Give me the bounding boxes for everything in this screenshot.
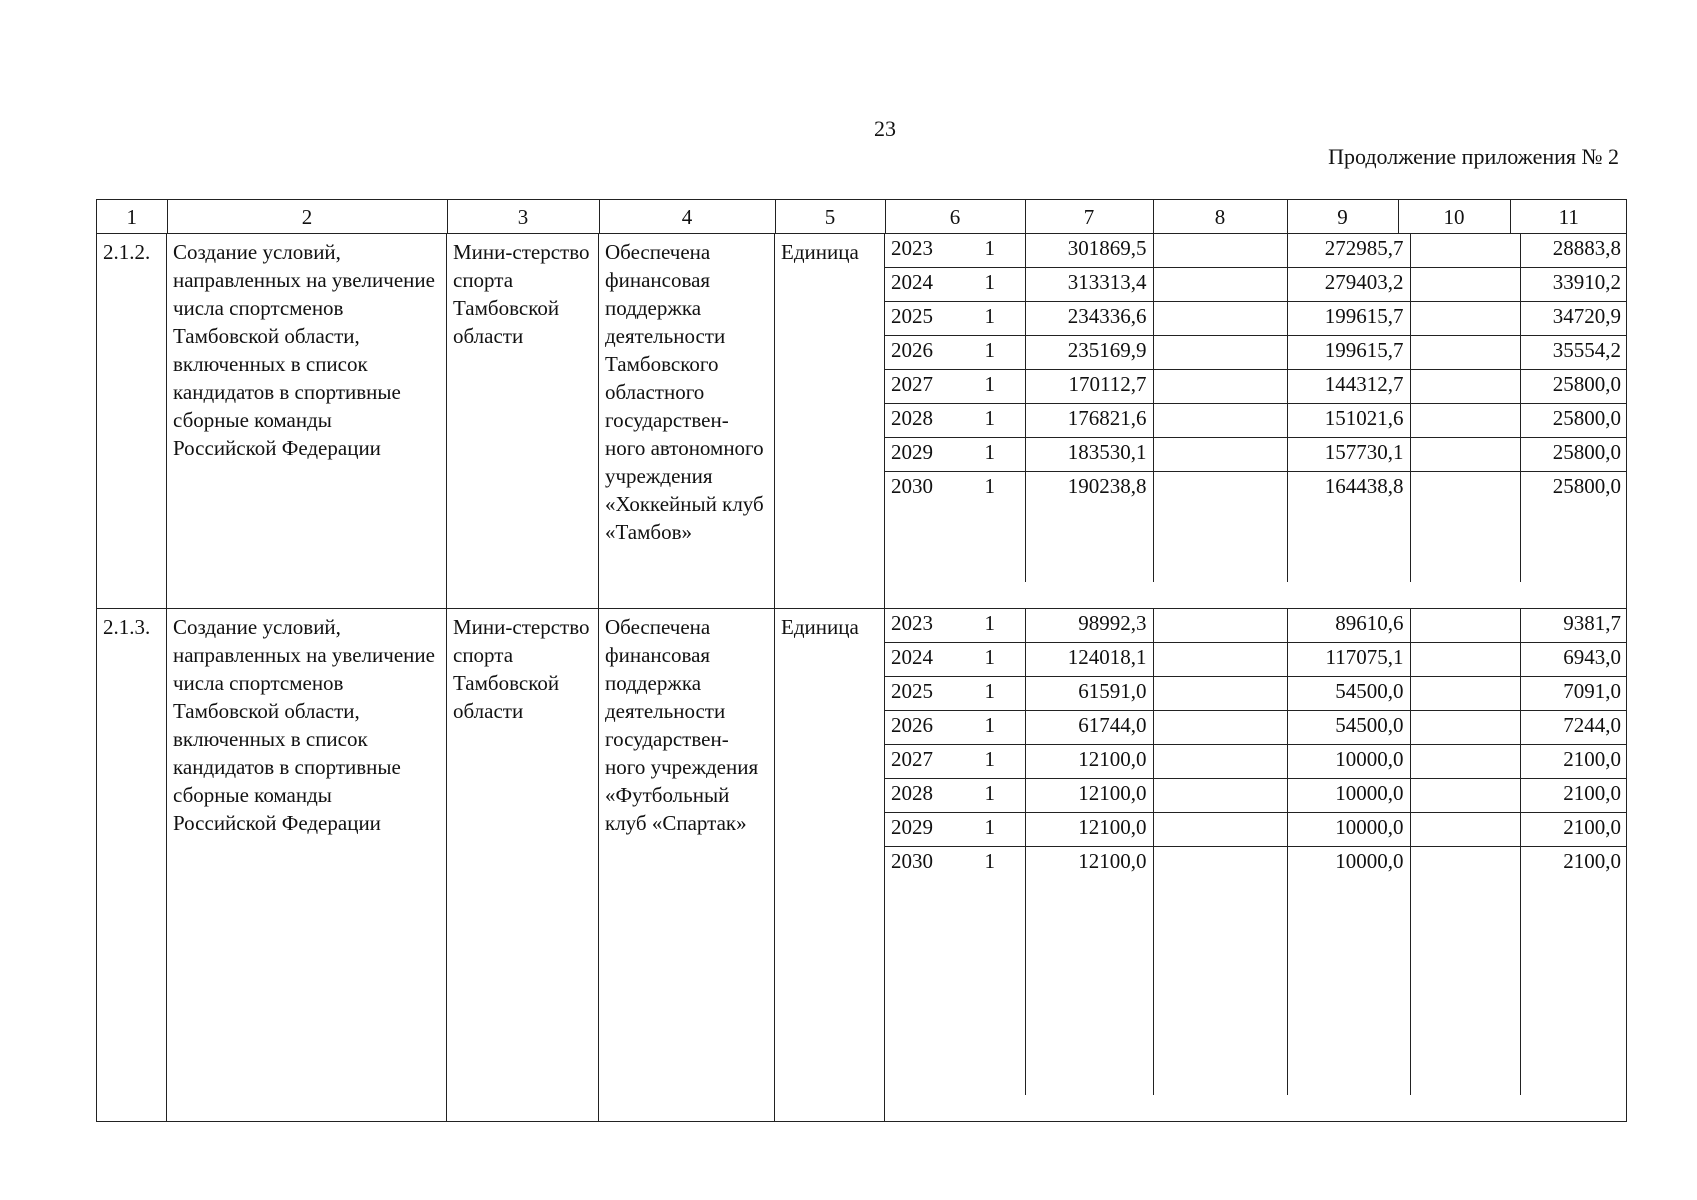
year-row <box>885 234 1627 268</box>
value-col-7: 12100,0 <box>1025 847 1153 1096</box>
year-row <box>885 404 1627 438</box>
value-col-11: 6943,0 <box>1520 643 1627 677</box>
value-col-7: 301869,5 <box>1025 234 1153 268</box>
header-col-5: 5 <box>775 200 885 233</box>
value-col-9: 117075,1 <box>1287 643 1410 677</box>
year: 2023 <box>885 234 955 268</box>
value-col-9: 10000,0 <box>1287 779 1410 813</box>
value-col-8 <box>1153 745 1287 779</box>
year-row <box>885 370 1627 404</box>
header-grid <box>97 200 1627 233</box>
value-col-9: 54500,0 <box>1287 711 1410 745</box>
value-col-7: 170112,7 <box>1025 370 1153 404</box>
year: 2030 <box>891 849 933 873</box>
header-col-4: 4 <box>599 200 775 233</box>
year-row <box>885 813 1627 847</box>
count: 1 <box>955 438 1025 472</box>
header-col-1: 1 <box>97 200 167 233</box>
year-row <box>885 779 1627 813</box>
value-col-9: 151021,6 <box>1287 404 1410 438</box>
year: 2029 <box>885 438 955 472</box>
years-grid <box>885 234 1627 582</box>
year-row <box>885 609 1627 643</box>
count: 1 <box>955 268 1025 302</box>
table-row <box>97 234 1627 609</box>
value-col-10 <box>1410 404 1520 438</box>
value-col-9: 144312,7 <box>1287 370 1410 404</box>
value-col-10 <box>1410 711 1520 745</box>
yearly-values <box>885 234 1627 609</box>
value-col-11: 33910,2 <box>1520 268 1627 302</box>
header-col-10: 10 <box>1398 200 1510 233</box>
row-number: 2.1.2. <box>97 234 167 609</box>
year-row <box>885 711 1627 745</box>
value-col-8 <box>1153 404 1287 438</box>
value-col-9: 279403,2 <box>1287 268 1410 302</box>
year-row <box>885 847 1627 1096</box>
value-col-8 <box>1153 336 1287 370</box>
unit: Единица <box>775 609 885 1122</box>
count: 1 <box>955 813 1025 847</box>
value-col-11: 2100,0 <box>1563 849 1621 873</box>
value-col-11: 25800,0 <box>1520 404 1627 438</box>
year-row <box>885 302 1627 336</box>
count: 1 <box>955 472 1025 583</box>
program-table <box>96 199 1627 1122</box>
value-col-10 <box>1410 609 1520 643</box>
value-col-10 <box>1410 745 1520 779</box>
value-col-11: 2100,0 <box>1520 745 1627 779</box>
value-col-10 <box>1410 370 1520 404</box>
year-row <box>885 268 1627 302</box>
value-col-8 <box>1153 711 1287 745</box>
header-col-6: 6 <box>885 200 1025 233</box>
value-col-8 <box>1153 677 1287 711</box>
value-col-7: 12100,0 <box>1025 813 1153 847</box>
value-col-7: 235169,9 <box>1025 336 1153 370</box>
value-col-8 <box>1153 472 1287 583</box>
row-number: 2.1.3. <box>97 609 167 1122</box>
header-col-7: 7 <box>1025 200 1153 233</box>
value-col-9: 164438,8 <box>1287 472 1410 583</box>
value-col-9: 199615,7 <box>1287 302 1410 336</box>
table-row <box>97 609 1627 1122</box>
year-row <box>885 643 1627 677</box>
value-col-7: 183530,1 <box>1025 438 1153 472</box>
value-col-8 <box>1153 609 1287 643</box>
header-col-9: 9 <box>1287 200 1398 233</box>
years-grid <box>885 609 1627 1095</box>
year-row <box>885 745 1627 779</box>
year: 2028 <box>885 779 955 813</box>
count: 1 <box>955 745 1025 779</box>
column-header-row <box>97 200 1627 234</box>
measure-name: Создание условий, направленных на увеличение числа спортсменов Тамбовской области, включенных в список кандидатов в спортивные сборные команды Российской Федерации <box>167 234 447 609</box>
value-col-11: 28883,8 <box>1520 234 1627 268</box>
value-col-10 <box>1410 677 1520 711</box>
value-col-10 <box>1410 643 1520 677</box>
year: 2027 <box>885 745 955 779</box>
value-col-9: 10000,0 <box>1287 813 1410 847</box>
value-col-7: 124018,1 <box>1025 643 1153 677</box>
value-col-7: 234336,6 <box>1025 302 1153 336</box>
count: 1 <box>955 302 1025 336</box>
count: 1 <box>955 847 1025 1096</box>
value-col-11: 25800,0 <box>1520 438 1627 472</box>
page-number: 23 <box>874 116 896 141</box>
value-col-9: 89610,6 <box>1287 609 1410 643</box>
value-col-11: 2100,0 <box>1520 779 1627 813</box>
value-col-10 <box>1410 268 1520 302</box>
value-col-11: 9381,7 <box>1520 609 1627 643</box>
value-col-7: 61591,0 <box>1025 677 1153 711</box>
header-col-8: 8 <box>1153 200 1287 233</box>
value-col-11: 34720,9 <box>1520 302 1627 336</box>
value-col-10 <box>1410 234 1520 268</box>
value-col-9: 157730,1 <box>1287 438 1410 472</box>
value-col-8 <box>1153 438 1287 472</box>
year: 2026 <box>885 711 955 745</box>
year-row <box>885 438 1627 472</box>
value-col-7: 61744,0 <box>1025 711 1153 745</box>
value-col-7: 98992,3 <box>1025 609 1153 643</box>
value-col-7: 12100,0 <box>1025 745 1153 779</box>
measure-name: Создание условий, направленных на увеличение числа спортсменов Тамбовской области, включенных в список кандидатов в спортивные сборные команды Российской Федерации <box>167 609 447 1122</box>
header-col-2: 2 <box>167 200 447 233</box>
year: 2029 <box>885 813 955 847</box>
year: 2024 <box>885 268 955 302</box>
header-col-11: 11 <box>1558 204 1579 229</box>
value-col-8 <box>1153 643 1287 677</box>
value-col-7: 176821,6 <box>1025 404 1153 438</box>
count: 1 <box>955 779 1025 813</box>
value-col-10 <box>1410 438 1520 472</box>
count: 1 <box>955 643 1025 677</box>
executor: Мини-стерство спорта Тамбовской области <box>447 609 599 1122</box>
value-col-8 <box>1153 234 1287 268</box>
year: 2025 <box>885 302 955 336</box>
value-col-8 <box>1153 847 1287 1096</box>
value-col-8 <box>1153 779 1287 813</box>
value-col-11: 7244,0 <box>1520 711 1627 745</box>
value-col-8 <box>1153 813 1287 847</box>
year: 2025 <box>885 677 955 711</box>
year-row <box>885 472 1627 583</box>
year: 2024 <box>885 643 955 677</box>
year-row <box>885 336 1627 370</box>
header-col-3: 3 <box>447 200 599 233</box>
value-col-11: 25800,0 <box>1552 474 1621 498</box>
year: 2027 <box>885 370 955 404</box>
count: 1 <box>955 711 1025 745</box>
appendix-note: Продолжение приложения № 2 <box>1328 144 1619 169</box>
value-col-7: 190238,8 <box>1025 472 1153 583</box>
value-col-9: 199615,7 <box>1287 336 1410 370</box>
executor: Мини-стерство спорта Тамбовской области <box>447 234 599 609</box>
value-col-11: 2100,0 <box>1520 813 1627 847</box>
value-col-9: 10000,0 <box>1287 847 1410 1096</box>
count: 1 <box>955 336 1025 370</box>
year: 2023 <box>885 609 955 643</box>
count: 1 <box>955 677 1025 711</box>
value-col-8 <box>1153 370 1287 404</box>
value-col-10 <box>1410 779 1520 813</box>
year: 2030 <box>891 474 933 498</box>
column-header-cell <box>97 200 1627 234</box>
value-col-11: 35554,2 <box>1520 336 1627 370</box>
value-col-9: 54500,0 <box>1287 677 1410 711</box>
value-col-8 <box>1153 302 1287 336</box>
value-col-10 <box>1410 336 1520 370</box>
year-row <box>885 677 1627 711</box>
count: 1 <box>955 370 1025 404</box>
value-col-10 <box>1410 813 1520 847</box>
year: 2026 <box>885 336 955 370</box>
value-col-7: 313313,4 <box>1025 268 1153 302</box>
value-col-9: 272985,7 <box>1287 234 1410 268</box>
value-col-10 <box>1410 302 1520 336</box>
value-col-10 <box>1410 847 1520 1096</box>
yearly-values <box>885 609 1627 1122</box>
value-col-8 <box>1153 268 1287 302</box>
value-col-9: 10000,0 <box>1287 745 1410 779</box>
count: 1 <box>955 609 1025 643</box>
result-description: Обеспечена финансовая поддержка деятельности Тамбовского областного государствен-ного автономного учреждения «Хоккейный клуб «Тамбов» <box>599 234 775 609</box>
value-col-11: 25800,0 <box>1520 370 1627 404</box>
value-col-7: 12100,0 <box>1025 779 1153 813</box>
result-description: Обеспечена финансовая поддержка деятельности государствен-ного учреждения «Футбольный клуб «Спартак» <box>599 609 775 1122</box>
unit: Единица <box>775 234 885 609</box>
value-col-11: 7091,0 <box>1520 677 1627 711</box>
count: 1 <box>955 404 1025 438</box>
year: 2028 <box>885 404 955 438</box>
count: 1 <box>955 234 1025 268</box>
value-col-10 <box>1410 472 1520 583</box>
